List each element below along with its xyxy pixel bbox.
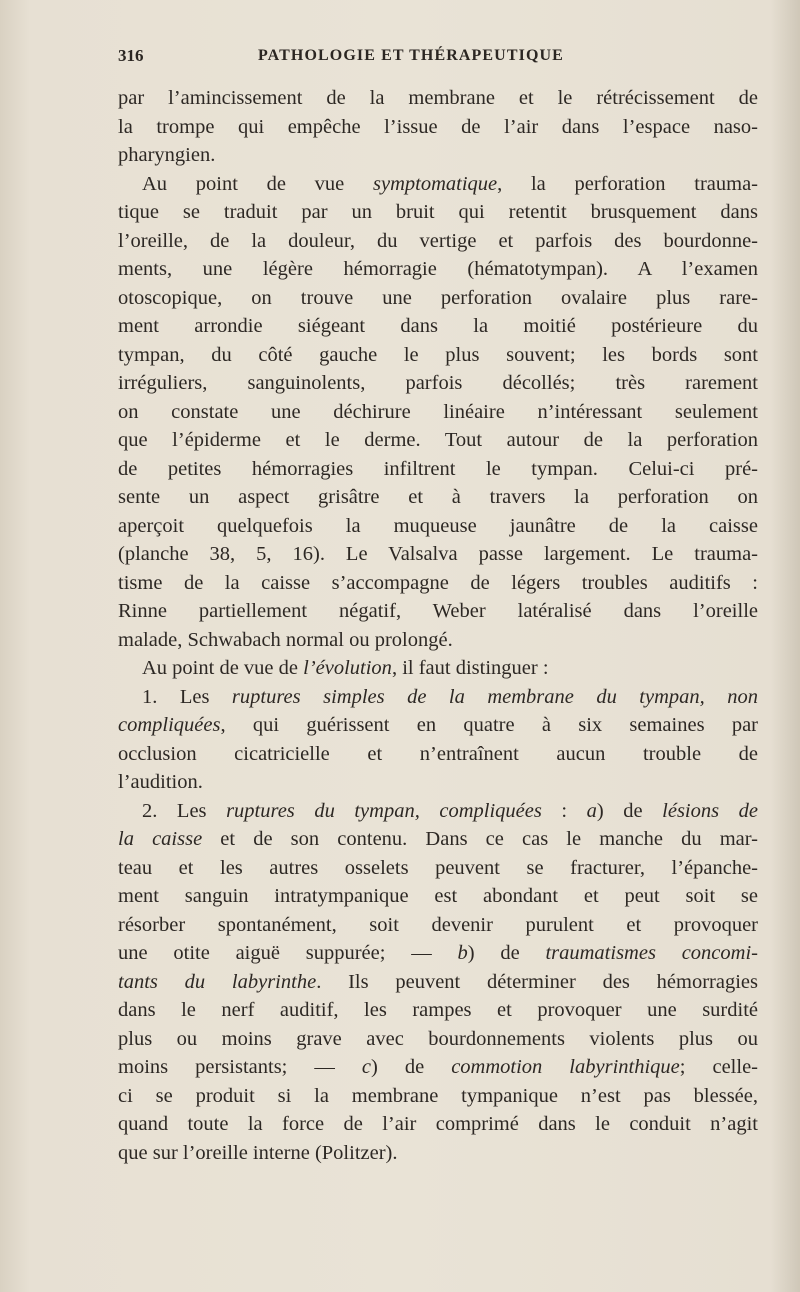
text-line [118,854,758,883]
text-segment: 1. Les [142,685,232,708]
text-segment: , la perforation trauma- [497,172,758,195]
text-line [118,939,758,968]
text-line [118,341,758,370]
italic-text: lésions de [662,799,758,822]
text-segment: l’audition. [118,771,203,793]
text-line [118,825,758,854]
text-segment: l’oreille, de la douleur, du vertige et parfois des bourdonne- [118,229,758,252]
running-title: PATHOLOGIE ET THÉRAPEUTIQUE [258,47,564,64]
text-line [118,1053,758,1082]
text-line [118,141,758,170]
text-segment: dans le nerf auditif, les rampes et provoquer une surdité [118,999,758,1021]
text-line [118,1082,758,1111]
text-line [118,398,758,427]
text-line [118,1110,758,1139]
text-line [118,255,758,284]
italic-text: tants du labyrinthe [118,970,317,993]
text-segment: que l’épiderme et le derme. Tout autour de la perforation [118,429,758,451]
italic-text: ruptures du tympan, compliquées [226,799,542,822]
text-line [118,911,758,940]
text-segment: occlusion cicatricielle et n’entraînent aucun trouble de [118,742,758,765]
text-segment: : [541,799,587,822]
text-segment: Rinne partiellement négatif, Weber latéralisé dans l’oreille [118,600,758,622]
text-line [118,455,758,484]
text-segment: pharyngien. [118,144,216,166]
text-segment: ) de [371,1056,452,1078]
text-segment: tympan, du côté gauche le plus souvent; les bords sont [118,343,758,366]
text-line [118,1139,758,1168]
text-line [118,84,758,113]
text-segment: Au point de vue de [142,657,304,679]
text-segment: teau et les autres osselets peuvent se fracturer, l’épanche- [118,856,758,879]
text-segment: plus ou moins grave avec bourdonnements violents plus ou [118,1027,758,1050]
text-segment: une otite aiguë suppurée; — [118,942,458,964]
text-line [118,512,758,541]
text-line [118,198,758,227]
text-segment: que sur l’oreille interne (Politzer). [118,1141,398,1164]
italic-text: a [586,799,597,822]
italic-text: c [361,1056,371,1078]
italic-text: symptomatique [373,172,498,195]
italic-text: b [457,942,468,964]
text-segment: Au point de vue [142,172,373,195]
text-segment: aperçoit quelquefois la muqueuse jaunâtre de la caisse [118,514,758,537]
text-segment: on constate une déchirure linéaire n’intéressant seulement [118,400,758,423]
text-line [118,227,758,256]
italic-text: l’évolution [303,657,392,679]
text-line [118,1025,758,1054]
text-line [118,740,758,769]
text-line [118,711,758,740]
page-number: 316 [118,46,144,65]
text-line [118,540,758,569]
text-line [118,968,758,997]
text-segment: 2. Les [142,799,227,822]
italic-text: ruptures simples de la membrane du tympan, non [231,685,758,708]
text-segment: otoscopique, on trouve une perforation ovalaire plus rare- [118,286,758,309]
italic-text: commotion labyrinthique [451,1056,680,1078]
text-line [118,483,758,512]
text-line [118,569,758,598]
text-segment: et de son contenu. Dans ce cas le manche du mar- [202,828,759,850]
text-segment: résorber spontanément, soit devenir purulent et provoquer [118,913,758,936]
text-line [118,312,758,341]
text-line [118,882,758,911]
text-line [118,113,758,142]
italic-text: compliquées [118,714,221,736]
text-segment: malade, Schwabach normal ou prolongé. [118,628,453,651]
italic-text: traumatismes concomi- [545,942,758,964]
text-segment: quand toute la force de l’air comprimé dans le conduit n’agit [118,1113,758,1135]
text-segment: sente un aspect grisâtre et à travers la perforation on [118,486,758,508]
text-line [118,369,758,398]
text-line [118,654,758,683]
page-header [118,46,758,70]
text-segment: moins persistants; — [118,1056,362,1078]
text-segment: ci se produit si la membrane tympanique n’est pas blessée, [118,1084,758,1107]
text-line [118,626,758,655]
text-line [118,284,758,313]
text-segment: ment arrondie siégeant dans la moitié postérieure du [118,315,758,337]
text-line [118,170,758,199]
text-line [118,797,758,826]
text-segment: irréguliers, sanguinolents, parfois décollés; très rarement [118,372,758,394]
text-segment: tique se traduit par un bruit qui retentit brusquement dans [118,201,758,223]
text-segment: ment sanguin intratympanique est abondant et peut soit se [118,885,758,907]
text-segment: ) de [596,799,663,822]
text-line [118,768,758,797]
text-segment: la trompe qui empêche l’issue de l’air dans l’espace naso- [118,115,758,138]
text-segment: tisme de la caisse s’accompagne de légers troubles auditifs : [118,571,758,594]
text-segment: de petites hémorragies infiltrent le tympan. Celui-ci pré- [118,457,758,480]
text-line [118,996,758,1025]
text-segment: par l’amincissement de la membrane et le rétrécissement de [118,87,758,109]
text-line [118,683,758,712]
text-segment: ments, une légère hémorragie (hématotympan). A l’examen [118,258,758,280]
text-segment: ) de [467,942,546,964]
text-line [118,597,758,626]
text-segment: . Ils peuvent déterminer des hémorragies [316,970,758,993]
text-line [118,426,758,455]
body-text [118,84,758,1167]
text-segment: (planche 38, 5, 16). Le Valsalva passe largement. Le trauma- [118,543,758,565]
italic-text: la caisse [118,828,203,850]
text-segment: ; celle- [679,1056,759,1078]
text-segment: , qui guérissent en quatre à six semaines par [220,714,758,736]
text-segment: , il faut distinguer : [391,657,549,679]
